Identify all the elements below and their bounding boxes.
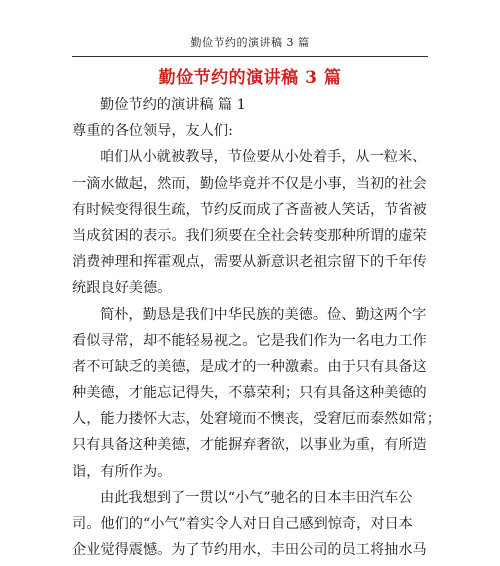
paragraph-line: 种美德，才能忘记得失，不慕荣利；只有具备这种美德的: [72, 385, 427, 402]
paragraph-line: 简朴，勤恳是我们中华民族的美德。俭、勤这两个字: [100, 306, 427, 323]
paragraph-line: 看似寻常，却不能轻易视之。它是我们作为一名电力工作: [72, 332, 427, 349]
paragraph-line: 者不可缺乏的美德，是成才的一种激素。由于只有具备这: [72, 358, 427, 375]
paragraph-line: 只有具备这种美德，才能摒弃奢欲，以事业为重，有所造: [72, 437, 427, 454]
section-heading: 勤俭节约的演讲稿 篇 1: [100, 97, 246, 113]
document-title: 勤俭节约的演讲稿 3 篇: [158, 68, 342, 88]
paragraph-line: 企业觉得震憾。为了节约用水，丰田公司的员工将抽水马: [72, 542, 427, 559]
paragraph-line: 有时候变得很生疏，节约反而成了吝啬被人笑话，节省被: [72, 201, 427, 218]
document-body: [72, 92, 441, 563]
paragraph-line: 人，能力搂怀大志，处窘境而不懊丧，受窘厄而泰然如常；: [72, 411, 441, 428]
greeting-line: 尊重的各位领导，友人们:: [72, 123, 233, 140]
paragraph-line: 统跟良好美德。: [72, 280, 172, 297]
running-header: 勤俭节约的演讲稿 3 篇: [190, 36, 310, 49]
paragraph-line: 咱们从小就被教导，节俭要从小处着手，从一粒米、: [100, 149, 427, 166]
paragraph-line: 当成贫困的表示。我们须要在全社会转变那种所谓的虚荣: [72, 227, 427, 244]
paragraph-line: 消费神理和挥霍观点，需要从新意识老祖宗留下的千年传: [72, 254, 427, 271]
header-divider: [72, 56, 428, 57]
paragraph-line: 诣，有所作为。: [72, 463, 172, 480]
paragraph-line: 司。他们的“小气”着实令人对日自己感到惊奇，对日本: [72, 516, 413, 532]
paragraph-line: 由此我想到了一贯以“小气”驰名的日本丰田汽车公: [100, 489, 413, 506]
paragraph-line: 一滴水做起，然而，勤俭毕竟并不仅是小事，当初的社会: [72, 175, 427, 192]
